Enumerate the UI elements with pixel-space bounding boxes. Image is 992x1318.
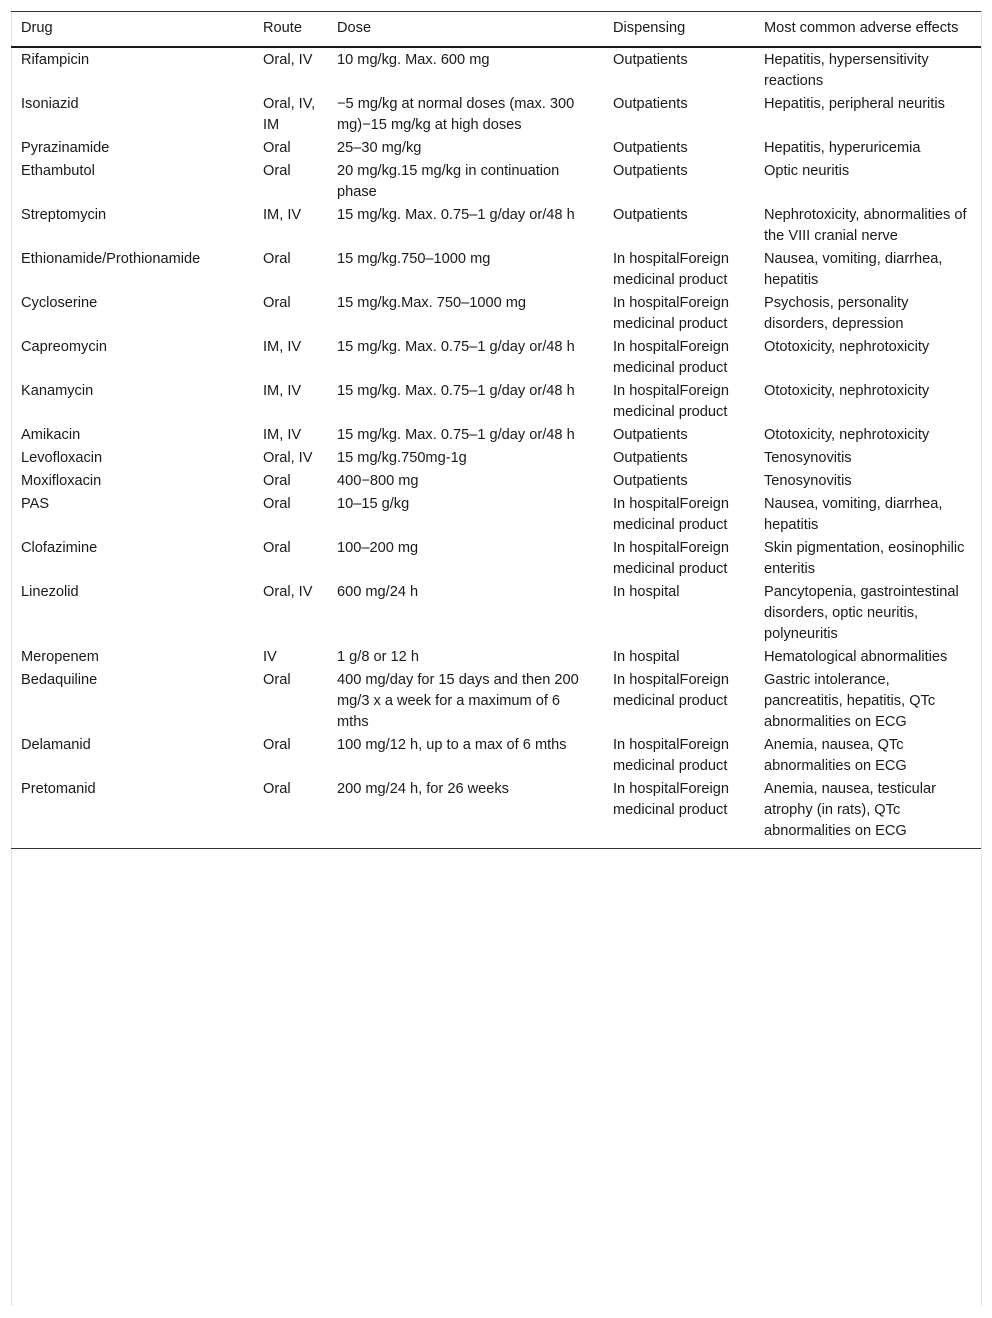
cell-route: Oral <box>263 672 291 688</box>
cell-adverse-effects: Anemia, nausea, QTc abnormalities on ECG <box>764 737 907 774</box>
table-header <box>11 12 981 48</box>
cell-adverse-effects: Hematological abnormalities <box>764 649 948 665</box>
cell-route: Oral <box>263 540 291 556</box>
cell-dispensing: In hospitalForeign medicinal product <box>613 251 730 288</box>
cell-drug: Meropenem <box>21 649 99 665</box>
cell-route: Oral <box>263 473 291 489</box>
cell-route: IM, IV <box>263 383 302 399</box>
table-row <box>11 292 981 336</box>
header-dose: Dose <box>337 20 372 36</box>
cell-drug: Streptomycin <box>21 207 107 223</box>
cell-route: Oral <box>263 140 291 156</box>
table-row <box>11 778 981 849</box>
cell-drug: PAS <box>21 496 50 512</box>
header-drug: Drug <box>21 20 53 36</box>
cell-drug: Cycloserine <box>21 295 98 311</box>
cell-route: Oral <box>263 163 291 179</box>
cell-drug: Moxifloxacin <box>21 473 102 489</box>
cell-dispensing: Outpatients <box>613 450 688 466</box>
cell-dispensing: Outpatients <box>613 473 688 489</box>
cell-dose: −5 mg/kg at normal doses (max. 300 mg)−15 mg/kg at high doses <box>337 96 575 133</box>
cell-route: Oral, IV <box>263 450 313 466</box>
cell-dispensing: Outpatients <box>613 163 688 179</box>
cell-dose: 15 mg/kg. Max. 0.75–1 g/day or/48 h <box>337 207 575 223</box>
drug-table-container <box>11 11 981 849</box>
cell-dose: 15 mg/kg.750mg-1g <box>337 450 467 466</box>
header-adverse-effects: Most common adverse effects <box>764 20 959 36</box>
cell-drug: Delamanid <box>21 737 91 753</box>
cell-dispensing: In hospitalForeign medicinal product <box>613 737 730 774</box>
cell-route: IM, IV <box>263 427 302 443</box>
cell-drug: Capreomycin <box>21 339 107 355</box>
table-row <box>11 248 981 292</box>
table-row <box>11 137 981 160</box>
table-row <box>11 160 981 204</box>
cell-dose: 100 mg/12 h, up to a max of 6 mths <box>337 737 567 753</box>
cell-drug: Ethionamide/Prothionamide <box>21 251 201 267</box>
cell-drug: Pyrazinamide <box>21 140 110 156</box>
cell-route: IV <box>263 649 277 665</box>
cell-route: IM, IV <box>263 207 302 223</box>
cell-adverse-effects: Hepatitis, peripheral neuritis <box>764 96 945 112</box>
table-row <box>11 669 981 734</box>
table-row <box>11 493 981 537</box>
cell-dispensing: In hospitalForeign medicinal product <box>613 383 730 420</box>
cell-drug: Linezolid <box>21 584 79 600</box>
cell-dose: 15 mg/kg.750–1000 mg <box>337 251 491 267</box>
cell-dispensing: In hospitalForeign medicinal product <box>613 781 730 818</box>
cell-adverse-effects: Hepatitis, hyperuricemia <box>764 140 921 156</box>
header-route: Route <box>263 20 302 36</box>
header-dispensing: Dispensing <box>613 20 686 36</box>
cell-route: Oral <box>263 781 291 797</box>
cell-dose: 15 mg/kg.Max. 750–1000 mg <box>337 295 527 311</box>
cell-drug: Bedaquiline <box>21 672 98 688</box>
cell-drug: Rifampicin <box>21 52 90 68</box>
cell-dispensing: Outpatients <box>613 52 688 68</box>
cell-dispensing: Outpatients <box>613 96 688 112</box>
cell-dose: 400−800 mg <box>337 473 419 489</box>
table-row <box>11 336 981 380</box>
cell-drug: Ethambutol <box>21 163 95 179</box>
drug-table <box>11 11 981 849</box>
cell-dose: 15 mg/kg. Max. 0.75–1 g/day or/48 h <box>337 427 575 443</box>
cell-adverse-effects: Hepatitis, hypersensitivity reactions <box>764 52 929 89</box>
cell-dose: 25–30 mg/kg <box>337 140 422 156</box>
cell-route: Oral, IV <box>263 584 313 600</box>
cell-dispensing: Outpatients <box>613 140 688 156</box>
table-row <box>11 470 981 493</box>
cell-adverse-effects: Skin pigmentation, eosinophilic enteritis <box>764 540 965 577</box>
table-row <box>11 537 981 581</box>
cell-dose: 10 mg/kg. Max. 600 mg <box>337 52 490 68</box>
cell-dose: 100–200 mg <box>337 540 419 556</box>
cell-drug: Clofazimine <box>21 540 98 556</box>
cell-adverse-effects: Pancytopenia, gastrointestinal disorders, optic neuritis, polyneuritis <box>764 584 959 642</box>
cell-dispensing: In hospital <box>613 649 680 665</box>
cell-dispensing: Outpatients <box>613 427 688 443</box>
cell-route: Oral <box>263 737 291 753</box>
cell-adverse-effects: Ototoxicity, nephrotoxicity <box>764 427 930 443</box>
cell-adverse-effects: Gastric intolerance, pancreatitis, hepatitis, QTc abnormalities on ECG <box>764 672 936 730</box>
cell-dispensing: In hospitalForeign medicinal product <box>613 540 730 577</box>
table-row <box>11 581 981 646</box>
cell-dose: 200 mg/24 h, for 26 weeks <box>337 781 509 797</box>
header-row <box>11 12 981 48</box>
table-row <box>11 734 981 778</box>
cell-route: Oral, IV <box>263 52 313 68</box>
table-row <box>11 93 981 137</box>
table-body <box>11 47 981 849</box>
table-row <box>11 646 981 669</box>
cell-drug: Levofloxacin <box>21 450 103 466</box>
cell-dose: 15 mg/kg. Max. 0.75–1 g/day or/48 h <box>337 383 575 399</box>
cell-dose: 400 mg/day for 15 days and then 200 mg/3 x a week for a maximum of 6 mths <box>337 672 579 730</box>
table-row <box>11 47 981 93</box>
cell-dose: 10–15 g/kg <box>337 496 410 512</box>
cell-adverse-effects: Nausea, vomiting, diarrhea, hepatitis <box>764 496 943 533</box>
cell-drug: Amikacin <box>21 427 81 443</box>
cell-adverse-effects: Ototoxicity, nephrotoxicity <box>764 383 930 399</box>
cell-adverse-effects: Nephrotoxicity, abnormalities of the VIII cranial nerve <box>764 207 967 244</box>
cell-route: Oral <box>263 295 291 311</box>
cell-drug: Kanamycin <box>21 383 94 399</box>
table-row <box>11 204 981 248</box>
cell-adverse-effects: Tenosynovitis <box>764 473 852 489</box>
cell-dose: 15 mg/kg. Max. 0.75–1 g/day or/48 h <box>337 339 575 355</box>
cell-dispensing: Outpatients <box>613 207 688 223</box>
cell-adverse-effects: Nausea, vomiting, diarrhea, hepatitis <box>764 251 943 288</box>
cell-adverse-effects: Tenosynovitis <box>764 450 852 466</box>
cell-drug: Pretomanid <box>21 781 96 797</box>
table-row <box>11 447 981 470</box>
cell-dispensing: In hospitalForeign medicinal product <box>613 496 730 533</box>
cell-route: Oral, IV, IM <box>263 96 316 133</box>
cell-dispensing: In hospitalForeign medicinal product <box>613 339 730 376</box>
table-row <box>11 424 981 447</box>
cell-adverse-effects: Psychosis, personality disorders, depression <box>764 295 909 332</box>
cell-adverse-effects: Ototoxicity, nephrotoxicity <box>764 339 930 355</box>
cell-dose: 600 mg/24 h <box>337 584 419 600</box>
cell-dispensing: In hospital <box>613 584 680 600</box>
cell-adverse-effects: Optic neuritis <box>764 163 850 179</box>
cell-dose: 20 mg/kg.15 mg/kg in continuation phase <box>337 163 560 200</box>
cell-route: Oral <box>263 251 291 267</box>
cell-route: Oral <box>263 496 291 512</box>
cell-dispensing: In hospitalForeign medicinal product <box>613 672 730 709</box>
table-row <box>11 380 981 424</box>
cell-dose: 1 g/8 or 12 h <box>337 649 419 665</box>
cell-dispensing: In hospitalForeign medicinal product <box>613 295 730 332</box>
cell-drug: Isoniazid <box>21 96 79 112</box>
cell-adverse-effects: Anemia, nausea, testicular atrophy (in rats), QTc abnormalities on ECG <box>764 781 936 839</box>
cell-route: IM, IV <box>263 339 302 355</box>
